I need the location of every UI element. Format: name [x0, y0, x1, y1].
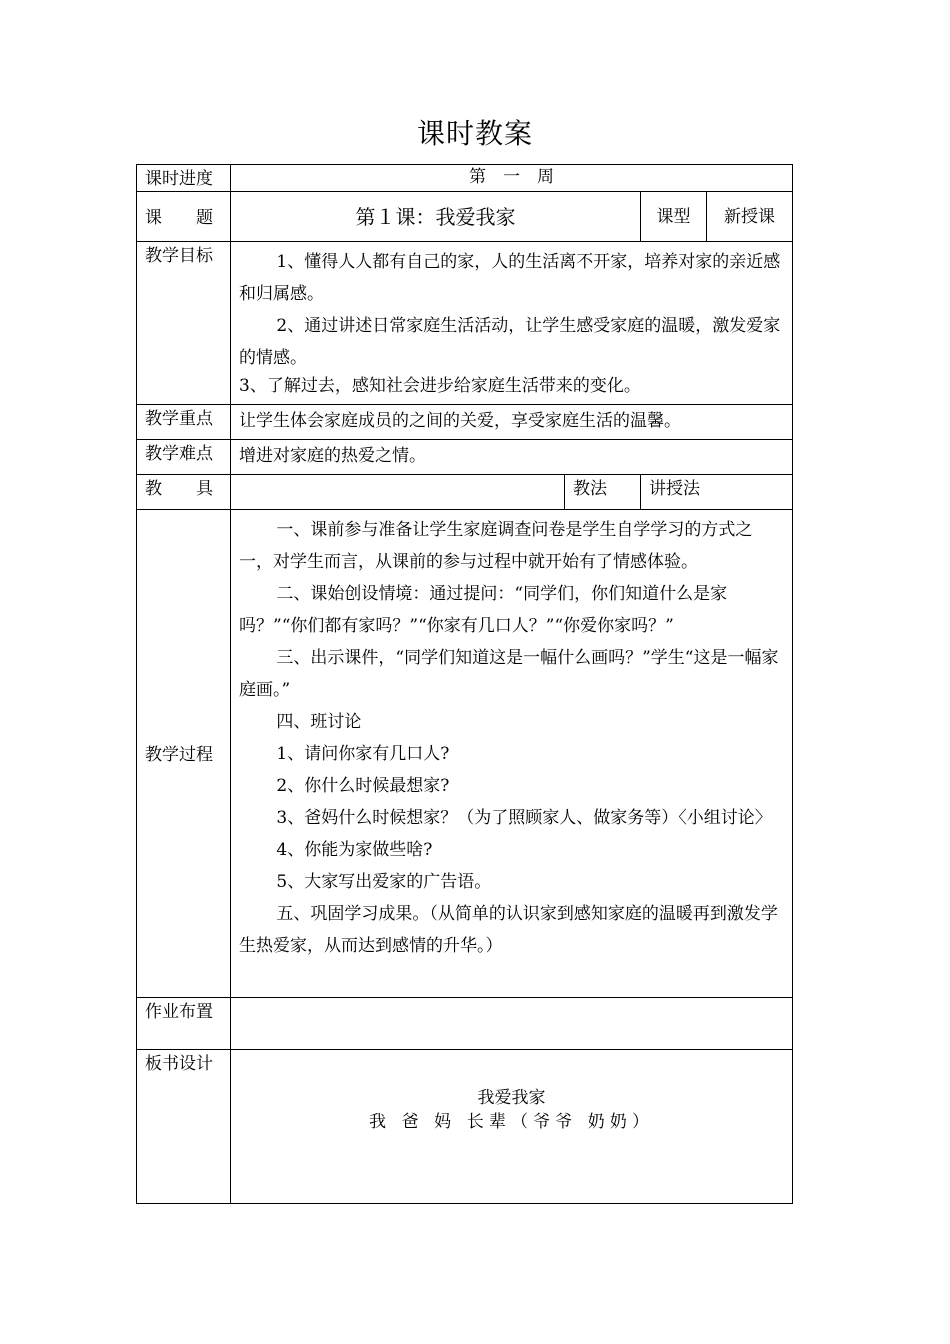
process-paragraph: 五、巩固学习成果。（从简单的认识家到感知家庭的温暖再到激发学生热爱家，从而达到感情的升华。） [239, 904, 778, 956]
board-design-label: 板书设计 [137, 1050, 231, 1204]
process-label: 教学过程 [137, 510, 231, 998]
row-tools [137, 475, 793, 510]
board-line: 我 爸 妈 长辈（爷爷 奶奶） [368, 1112, 655, 1132]
process-paragraph: 三、出示课件，“同学们知道这是一幅什么画吗？”学生“这是一幅家庭画。” [239, 648, 779, 700]
objective-item: 1、懂得人人都有自己的家，人的生活离不开家，培养对家的亲近感和归属感。 [239, 252, 781, 304]
difficulties-value: 增进对家庭的热爱之情。 [231, 440, 793, 475]
objectives-label: 教学目标 [137, 242, 231, 405]
difficulties-label: 教学难点 [137, 440, 231, 475]
row-process [137, 510, 793, 998]
row-key-points [137, 405, 793, 440]
progress-label: 课时进度 [137, 165, 231, 192]
homework-value [231, 998, 793, 1050]
row-objectives [137, 242, 793, 405]
topic-label: 课 题 [137, 192, 231, 242]
row-topic [137, 192, 793, 242]
process-paragraph: 四、班讨论 [276, 712, 362, 732]
row-progress [137, 165, 793, 192]
process-paragraph: 一、课前参与准备让学生家庭调查问卷是学生自学学习的方式之一，对学生而言，从课前的参与过程中就开始有了情感体验。 [239, 520, 753, 572]
process-paragraph: 3、爸妈什么时候想家？（为了照顾家人、做家务等）〈小组讨论〉 [276, 808, 772, 828]
topic-value: 第１课：我爱我家 [231, 192, 641, 242]
key-points-value: 让学生体会家庭成员的之间的关爱，享受家庭生活的温馨。 [231, 405, 793, 440]
homework-label: 作业布置 [137, 998, 231, 1050]
lesson-type-value: 新授课 [707, 192, 793, 242]
process-paragraph: 4、你能为家做些啥? [276, 840, 433, 860]
row-board-design [137, 1050, 793, 1204]
objective-item: 3、了解过去，感知社会进步给家庭生活带来的变化。 [239, 376, 641, 396]
method-label: 教法 [565, 475, 641, 510]
objective-item: 2、通过讲述日常家庭生活活动，让学生感受家庭的温暖，激发爱家的情感。 [239, 316, 781, 368]
board-title: 我爱我家 [477, 1088, 546, 1108]
tools-value [231, 475, 565, 510]
page-title: 课时教案 [416, 117, 533, 150]
row-difficulties [137, 440, 793, 475]
process-content [231, 510, 793, 998]
lesson-type-label: 课型 [641, 192, 707, 242]
tools-label: 教 具 [137, 475, 231, 510]
row-homework [137, 998, 793, 1050]
board-design-content [231, 1050, 793, 1204]
progress-value: 第 一 周 [231, 165, 793, 192]
lesson-plan-table [136, 164, 793, 1204]
process-paragraph: 2、你什么时候最想家? [276, 776, 450, 796]
key-points-label: 教学重点 [137, 405, 231, 440]
process-paragraph: 1、请问你家有几口人? [276, 744, 450, 764]
objectives-content [231, 242, 793, 405]
method-value: 讲授法 [641, 475, 793, 510]
process-paragraph: 二、课始创设情境：通过提问：“同学们，你们知道什么是家吗？”“你们都有家吗？”“你家有几口人？”“你爱你家吗？” [239, 584, 728, 636]
process-paragraph: 5、大家写出爱家的广告语。 [276, 872, 492, 892]
